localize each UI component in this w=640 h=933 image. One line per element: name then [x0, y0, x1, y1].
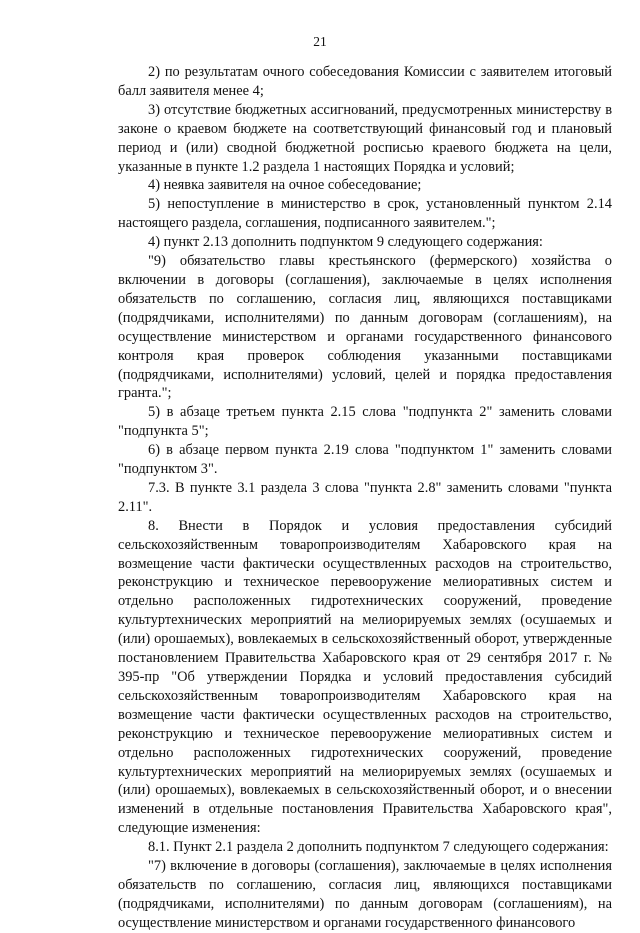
page-number: 21 — [313, 34, 327, 49]
paragraph-8-1: 8.1. Пункт 2.1 раздела 2 дополнить подпунктом 7 следующего содержания: — [148, 839, 609, 856]
paragraph-item-4-rejection: 4) неявка заявителя на очное собеседование; — [148, 177, 422, 194]
paragraph-amendment-2-19: 6) в абзаце первом пункта 2.19 слова "подпунктом 1" заменить словами "подпунктом 3". — [118, 442, 612, 478]
paragraph-8: 8. Внести в Порядок и условия предоставления субсидий сельскохозяйственным товаропроизводителям Хабаровского края на возмещение части фактически осуществленных расходов на строительство, реконструкцию и техническое перевооружение мелиоративных систем и отдельно расположенных гидротехнических сооружений, проведение культуртехнических мероприятий на мелиорируемых землях (осушаемых и (или) орошаемых), вовлекаемых в сельскохозяйственный оборот, утвержденные постановлением Правительства Хабаровского края от 29 сентября 2017 г. № 395-пр "Об утверждении Порядка и условий предоставления субсидий сельскохозяйственным товаропроизводителям Хабаровского края на возмещение части фактически осуществленных расходов на строительство, реконструкцию и техническое перевооружение мелиоративных систем и отдельно расположенных гидротехнических сооружений, проведение культуртехнических мероприятий на мелиорируемых землях (осушаемых и (или) орошаемых), вовлекаемых в сельскохозяйственный оборот, и о внесении изменений в отдельные постановления Правительства Хабаровского края", следующие изменения: — [118, 517, 612, 837]
paragraph-7-3: 7.3. В пункте 3.1 раздела 3 слова "пункта 2.8" заменить словами "пункта 2.11". — [118, 479, 612, 515]
document-body — [118, 63, 612, 933]
paragraph-subitem-7: "7) включение в договоры (соглашения), заключаемые в целях исполнения обязательств по соглашению, согласия лиц, являющихся поставщиками (подрядчиками, исполнителями) по данным договорам (соглашениям), на осуществление министерством и органами государственного финансового — [118, 858, 612, 931]
paragraph-amendment-2-15: 5) в абзаце третьем пункта 2.15 слова "подпункта 2" заменить словами "подпункта 5"; — [118, 404, 612, 440]
paragraph-subitem-9: "9) обязательство главы крестьянского (фермерского) хозяйства о включении в договоры (соглашения), заключаемые в целях исполнения обязательств по соглашению, согласия лиц, являющихся поставщиками (подрядчиками, исполнителями) по данным договорам (соглашениям), на осуществление министерством и органами государственного финансового контроля края проверок соблюдения указанными поставщиками (подрядчиками, исполнителями) условий, целей и порядка предоставления гранта."; — [118, 253, 612, 402]
paragraph-item-3-rejection: 3) отсутствие бюджетных ассигнований, предусмотренных министерству в законе о краевом бюджете на соответствующий финансовый год и плановый период и (или) сводной бюджетной росписью краевого бюджета на цели, указанные в пункте 1.2 раздела 1 настоящих Порядка и условий; — [118, 101, 612, 175]
paragraph-amendment-2-13: 4) пункт 2.13 дополнить подпунктом 9 следующего содержания: — [148, 234, 543, 251]
paragraph-item-5-rejection: 5) непоступление в министерство в срок, установленный пунктом 2.14 настоящего раздела, соглашения, подписанного заявителем."; — [118, 196, 612, 232]
paragraph-item-2-rejection: 2) по результатам очного собеседования Комиссии с заявителем итоговый балл заявителя менее 4; — [118, 64, 612, 99]
